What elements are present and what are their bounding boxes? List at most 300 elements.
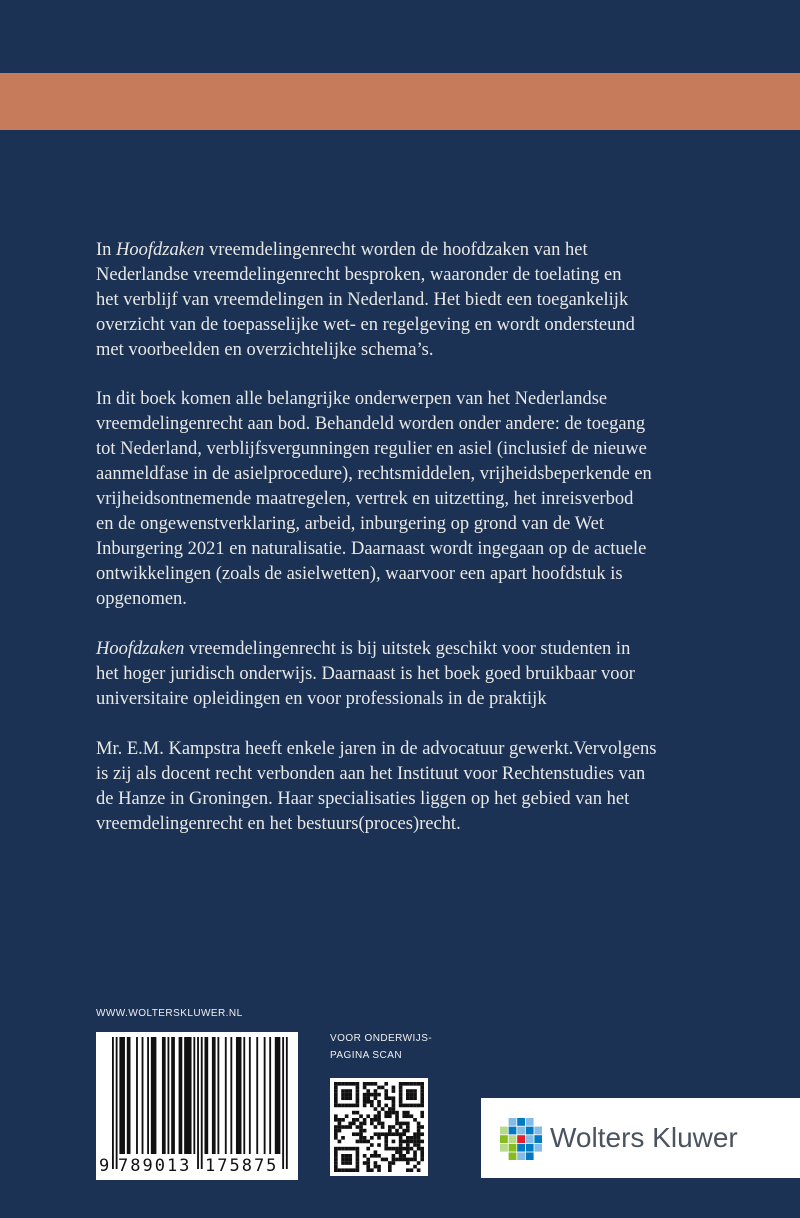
book-title-italic: Hoofdzaken [116, 240, 205, 260]
qr-module [406, 1125, 410, 1129]
qr-module [402, 1158, 406, 1162]
qr-module [410, 1082, 414, 1086]
qr-module [417, 1147, 421, 1151]
qr-module [388, 1096, 392, 1100]
qr-module [359, 1125, 363, 1129]
blurb-line: ontwikkelingen (zoals de asielwetten), waarvoor een apart hoofdstuk is [96, 564, 623, 584]
qr-module [384, 1143, 388, 1147]
qr-module [417, 1125, 421, 1129]
qr-module [348, 1096, 352, 1100]
qr-module [406, 1150, 410, 1154]
qr-module [341, 1161, 345, 1165]
barcode-bar [264, 1037, 266, 1154]
qr-module [348, 1089, 352, 1093]
qr-module [352, 1122, 356, 1126]
qr-module [384, 1114, 388, 1118]
qr-module [388, 1111, 392, 1115]
barcode-first-digit: 9 [99, 1156, 112, 1176]
qr-module [370, 1104, 374, 1108]
qr-module [420, 1082, 424, 1086]
qr-module [402, 1104, 406, 1108]
qr-module [366, 1158, 370, 1162]
qr-module [334, 1147, 338, 1151]
qr-module [413, 1082, 417, 1086]
qr-module [334, 1100, 338, 1104]
line-text: vreemdelingenrecht is bij uitstek geschikt voor studenten in [184, 639, 631, 659]
qr-module [359, 1140, 363, 1144]
qr-module [384, 1089, 388, 1093]
qr-module [413, 1165, 417, 1169]
qr-module [356, 1096, 360, 1100]
barcode-bar [142, 1037, 144, 1154]
qr-module [392, 1111, 396, 1115]
qr-module [399, 1143, 403, 1147]
publisher-logo [481, 1098, 800, 1178]
qr-module [334, 1118, 338, 1122]
qr-module [356, 1140, 360, 1144]
qr-module [406, 1161, 410, 1165]
qr-module [356, 1154, 360, 1158]
qr-module [341, 1158, 345, 1162]
qr-module [366, 1114, 370, 1118]
qr-module [334, 1132, 338, 1136]
qr-module [399, 1096, 403, 1100]
qr-module [417, 1161, 421, 1165]
scan-label-line-2: PAGINA SCAN [330, 1050, 403, 1061]
qr-module [341, 1125, 345, 1129]
qr-module [377, 1093, 381, 1097]
qr-module [413, 1104, 417, 1108]
qr-module [399, 1125, 403, 1129]
qr-module [377, 1165, 381, 1169]
qr-module [352, 1147, 356, 1151]
qr-module [420, 1093, 424, 1097]
qr-module [417, 1168, 421, 1172]
blurb-line: aanmeldfase in de asielprocedure), rechtsmiddelen, vrijheidsbeperkende en [96, 464, 652, 484]
barcode-bar [225, 1037, 227, 1154]
qr-module [341, 1147, 345, 1151]
qr-module [406, 1082, 410, 1086]
barcode-bar [147, 1037, 149, 1154]
qr-module [388, 1168, 392, 1172]
qr-module [345, 1082, 349, 1086]
qr-module [417, 1122, 421, 1126]
barcode-bar [119, 1037, 125, 1154]
qr-module [410, 1096, 414, 1100]
qr-module [352, 1082, 356, 1086]
qr-module [384, 1104, 388, 1108]
qr-module [406, 1111, 410, 1115]
qr-module [352, 1132, 356, 1136]
qr-module [356, 1104, 360, 1108]
qr-module [399, 1154, 403, 1158]
qr-module [356, 1161, 360, 1165]
qr-module [334, 1168, 338, 1172]
qr-module [348, 1147, 352, 1151]
qr-module [388, 1125, 392, 1129]
qr-module [359, 1122, 363, 1126]
qr-module [420, 1140, 424, 1144]
qr-module [399, 1104, 403, 1108]
blurb-line: overzicht van de toepasselijke wet- en regelgeving en wordt ondersteund [96, 315, 635, 335]
qr-module [392, 1147, 396, 1151]
qr-module [366, 1093, 370, 1097]
qr-module [338, 1104, 342, 1108]
qr-module [392, 1086, 396, 1090]
qr-module [352, 1168, 356, 1172]
barcode-bar [171, 1037, 175, 1154]
barcode-bar [249, 1037, 251, 1154]
qr-module [402, 1082, 406, 1086]
qr-module [406, 1122, 410, 1126]
qr-module [377, 1143, 381, 1147]
blurb-line: het verblijf van vreemdelingen in Nederland. Het biedt een toegankelijk [96, 290, 629, 310]
qr-module [374, 1161, 378, 1165]
line-text: vreemdelingenrecht worden de hoofdzaken van het [204, 240, 588, 260]
blurb-line: Mr. E.M. Kampstra heeft enkele jaren in de advocatuur gewerkt.Vervolgens [96, 739, 657, 759]
qr-module [363, 1100, 367, 1104]
qr-module [356, 1147, 360, 1151]
barcode-bar [151, 1037, 157, 1154]
qr-module [348, 1158, 352, 1162]
blurb-line [96, 637, 635, 662]
qr-module [420, 1132, 424, 1136]
qr-module [377, 1118, 381, 1122]
qr-module [420, 1154, 424, 1158]
barcode-bar [269, 1037, 271, 1154]
qr-module [377, 1104, 381, 1108]
qr-module [395, 1129, 399, 1133]
qr-module [356, 1118, 360, 1122]
qr-module [420, 1125, 424, 1129]
qr-module [366, 1147, 370, 1151]
blurb-line: In dit boek komen alle belangrijke onderwerpen van het Nederlandse [96, 389, 608, 409]
qr-module [406, 1093, 410, 1097]
qr-module [359, 1114, 363, 1118]
qr-module [370, 1093, 374, 1097]
qr-module [363, 1136, 367, 1140]
qr-module [406, 1104, 410, 1108]
qr-module [363, 1161, 367, 1165]
qr-module [338, 1118, 342, 1122]
qr-module [334, 1114, 338, 1118]
qr-module [388, 1147, 392, 1151]
qr-module [352, 1118, 356, 1122]
qr-code-icon [334, 1082, 424, 1172]
qr-module [388, 1129, 392, 1133]
qr-module [402, 1154, 406, 1158]
qr-module [363, 1129, 367, 1133]
qr-module [399, 1093, 403, 1097]
qr-module [366, 1165, 370, 1169]
qr-module [377, 1111, 381, 1115]
barcode-bar [116, 1037, 118, 1169]
qr-module [392, 1161, 396, 1165]
qr-module [392, 1100, 396, 1104]
qr-module [359, 1132, 363, 1136]
qr-module [410, 1093, 414, 1097]
qr-module [413, 1140, 417, 1144]
qr-module [356, 1082, 360, 1086]
qr-module [338, 1122, 342, 1126]
barcode-bar [236, 1037, 242, 1154]
qr-module [345, 1125, 349, 1129]
qr-module [348, 1104, 352, 1108]
qr-module [392, 1125, 396, 1129]
qr-module [341, 1118, 345, 1122]
barcode-bar [112, 1037, 114, 1169]
qr-module [356, 1158, 360, 1162]
blurb-line: is zij als docent recht verbonden aan het Instituut voor Rechtenstudies van [96, 764, 646, 784]
qr-module [356, 1168, 360, 1172]
qr-code [330, 1078, 428, 1176]
qr-module [374, 1154, 378, 1158]
barcode-bar [217, 1037, 219, 1154]
barcode-bar [162, 1037, 166, 1154]
qr-module [399, 1100, 403, 1104]
qr-module [384, 1147, 388, 1151]
qr-module [406, 1147, 410, 1151]
qr-module [413, 1158, 417, 1162]
qr-module [384, 1136, 388, 1140]
qr-module [377, 1136, 381, 1140]
qr-module [334, 1125, 338, 1129]
qr-module [399, 1150, 403, 1154]
qr-module [420, 1114, 424, 1118]
qr-module [413, 1150, 417, 1154]
blurb-line: de Hanze in Groningen. Haar specialisaties liggen op het gebied van het [96, 789, 630, 809]
qr-module [374, 1125, 378, 1129]
barcode-bar [286, 1037, 288, 1169]
qr-module [395, 1132, 399, 1136]
qr-module [374, 1132, 378, 1136]
qr-module [392, 1104, 396, 1108]
qr-module [345, 1168, 349, 1172]
qr-module [399, 1136, 403, 1140]
qr-module [348, 1122, 352, 1126]
qr-module [399, 1082, 403, 1086]
qr-module [345, 1161, 349, 1165]
qr-module [334, 1093, 338, 1097]
blurb-paragraph-2 [96, 387, 652, 612]
qr-module [395, 1150, 399, 1154]
qr-module [334, 1161, 338, 1165]
qr-module [345, 1104, 349, 1108]
qr-module [352, 1104, 356, 1108]
qr-module [356, 1111, 360, 1115]
blurb-line: tot Nederland, verblijfsvergunningen regulier en asiel (inclusief de nieuwe [96, 439, 647, 459]
qr-module [341, 1136, 345, 1140]
qr-module [377, 1168, 381, 1172]
qr-module [399, 1132, 403, 1136]
qr-module [392, 1132, 396, 1136]
blurb-line: universitaire opleidingen en voor professionals in de praktijk [96, 689, 547, 709]
qr-module [334, 1096, 338, 1100]
qr-module [381, 1107, 385, 1111]
qr-module [392, 1096, 396, 1100]
qr-module [417, 1104, 421, 1108]
barcode-right-digits: 175875 [205, 1156, 279, 1176]
blurb-line [96, 238, 635, 263]
qr-module [395, 1122, 399, 1126]
qr-module [402, 1132, 406, 1136]
wolters-kluwer-squares-icon [500, 1118, 542, 1160]
qr-module [381, 1132, 385, 1136]
qr-module [334, 1089, 338, 1093]
qr-module [356, 1100, 360, 1104]
qr-module [348, 1093, 352, 1097]
blurb-line: met voorbeelden en overzichtelijke schema’s. [96, 340, 434, 360]
qr-module [384, 1140, 388, 1144]
qr-module [402, 1140, 406, 1144]
qr-module [413, 1096, 417, 1100]
qr-module [413, 1143, 417, 1147]
qr-module [334, 1165, 338, 1169]
barcode-bar [197, 1037, 199, 1169]
qr-module [363, 1154, 367, 1158]
qr-module [417, 1140, 421, 1144]
barcode-bar [179, 1037, 183, 1154]
qr-module [377, 1122, 381, 1126]
qr-module [377, 1114, 381, 1118]
qr-module [341, 1104, 345, 1108]
qr-module [341, 1154, 345, 1158]
qr-module [402, 1114, 406, 1118]
qr-module [345, 1154, 349, 1158]
qr-module [399, 1089, 403, 1093]
qr-module [392, 1140, 396, 1144]
qr-module [384, 1132, 388, 1136]
qr-module [374, 1118, 378, 1122]
qr-module [345, 1114, 349, 1118]
qr-module [420, 1086, 424, 1090]
qr-module [406, 1136, 410, 1140]
qr-module [395, 1118, 399, 1122]
qr-module [356, 1165, 360, 1169]
qr-module [377, 1100, 381, 1104]
barcode-bar [243, 1037, 245, 1154]
qr-module [406, 1143, 410, 1147]
qr-module [388, 1161, 392, 1165]
qr-module [420, 1089, 424, 1093]
qr-module [381, 1125, 385, 1129]
qr-module [413, 1132, 417, 1136]
qr-module [363, 1122, 367, 1126]
qr-module [341, 1168, 345, 1172]
qr-module [392, 1107, 396, 1111]
qr-module [402, 1122, 406, 1126]
qr-module [334, 1082, 338, 1086]
qr-module [402, 1147, 406, 1151]
qr-module [356, 1086, 360, 1090]
qr-module [406, 1096, 410, 1100]
qr-module [338, 1168, 342, 1172]
qr-module [363, 1086, 367, 1090]
qr-module [348, 1168, 352, 1172]
qr-module [420, 1111, 424, 1115]
qr-module [374, 1150, 378, 1154]
qr-module [413, 1136, 417, 1140]
barcode-bar [212, 1037, 216, 1154]
qr-module [366, 1100, 370, 1104]
qr-module [341, 1096, 345, 1100]
qr-module [366, 1161, 370, 1165]
publisher-website: WWW.WOLTERSKLUWER.NL [96, 1008, 243, 1019]
qr-module [338, 1140, 342, 1144]
qr-module [374, 1082, 378, 1086]
qr-module [352, 1111, 356, 1115]
qr-module [370, 1082, 374, 1086]
qr-module [341, 1082, 345, 1086]
qr-module [413, 1089, 417, 1093]
qr-module [366, 1096, 370, 1100]
qr-module [392, 1089, 396, 1093]
qr-module [348, 1082, 352, 1086]
qr-module [410, 1147, 414, 1151]
qr-module [417, 1082, 421, 1086]
qr-module [341, 1093, 345, 1097]
qr-module [406, 1114, 410, 1118]
qr-module [413, 1118, 417, 1122]
blurb-line: vrijheidsontnemende maatregelen, vertrek en uitzetting, het inreisverbod [96, 489, 634, 509]
barcode-bar [256, 1037, 258, 1154]
qr-module [334, 1129, 338, 1133]
qr-module [377, 1086, 381, 1090]
qr-module [399, 1158, 403, 1162]
qr-module [402, 1129, 406, 1133]
blurb-line: het hoger juridisch onderwijs. Daarnaast is het boek goed bruikbaar voor [96, 664, 635, 684]
qr-module [345, 1096, 349, 1100]
qr-module [356, 1150, 360, 1154]
qr-module [384, 1093, 388, 1097]
qr-module [345, 1093, 349, 1097]
blurb-line: Inburgering 2021 en naturalisatie. Daarnaast wordt ingegaan op de actuele [96, 539, 647, 559]
qr-module [395, 1111, 399, 1115]
qr-module [406, 1129, 410, 1133]
publisher-logo-text: Wolters Kluwer [550, 1122, 738, 1153]
qr-module [345, 1158, 349, 1162]
qr-module [359, 1136, 363, 1140]
qr-module [363, 1104, 367, 1108]
qr-module [374, 1093, 378, 1097]
qr-module [392, 1154, 396, 1158]
blurb-line: en de ongewenstverklaring, arbeid, inburgering op grond van de Wet [96, 514, 604, 534]
qr-module [417, 1132, 421, 1136]
qr-module [356, 1125, 360, 1129]
qr-module [374, 1089, 378, 1093]
barcode-bar [230, 1037, 232, 1154]
qr-module [370, 1100, 374, 1104]
qr-module [370, 1143, 374, 1147]
barcode-left-digits: 789013 [118, 1156, 192, 1176]
isbn-barcode [96, 1032, 298, 1180]
barcode-bar [127, 1037, 131, 1154]
qr-module [388, 1132, 392, 1136]
qr-module [420, 1100, 424, 1104]
qr-module [377, 1132, 381, 1136]
qr-module [410, 1089, 414, 1093]
qr-module [413, 1093, 417, 1097]
qr-module [334, 1104, 338, 1108]
qr-module [402, 1111, 406, 1115]
qr-module [334, 1158, 338, 1162]
qr-module [410, 1140, 414, 1144]
qr-module [370, 1136, 374, 1140]
qr-module [406, 1089, 410, 1093]
qr-module [363, 1140, 367, 1144]
qr-module [420, 1158, 424, 1162]
qr-module [384, 1096, 388, 1100]
